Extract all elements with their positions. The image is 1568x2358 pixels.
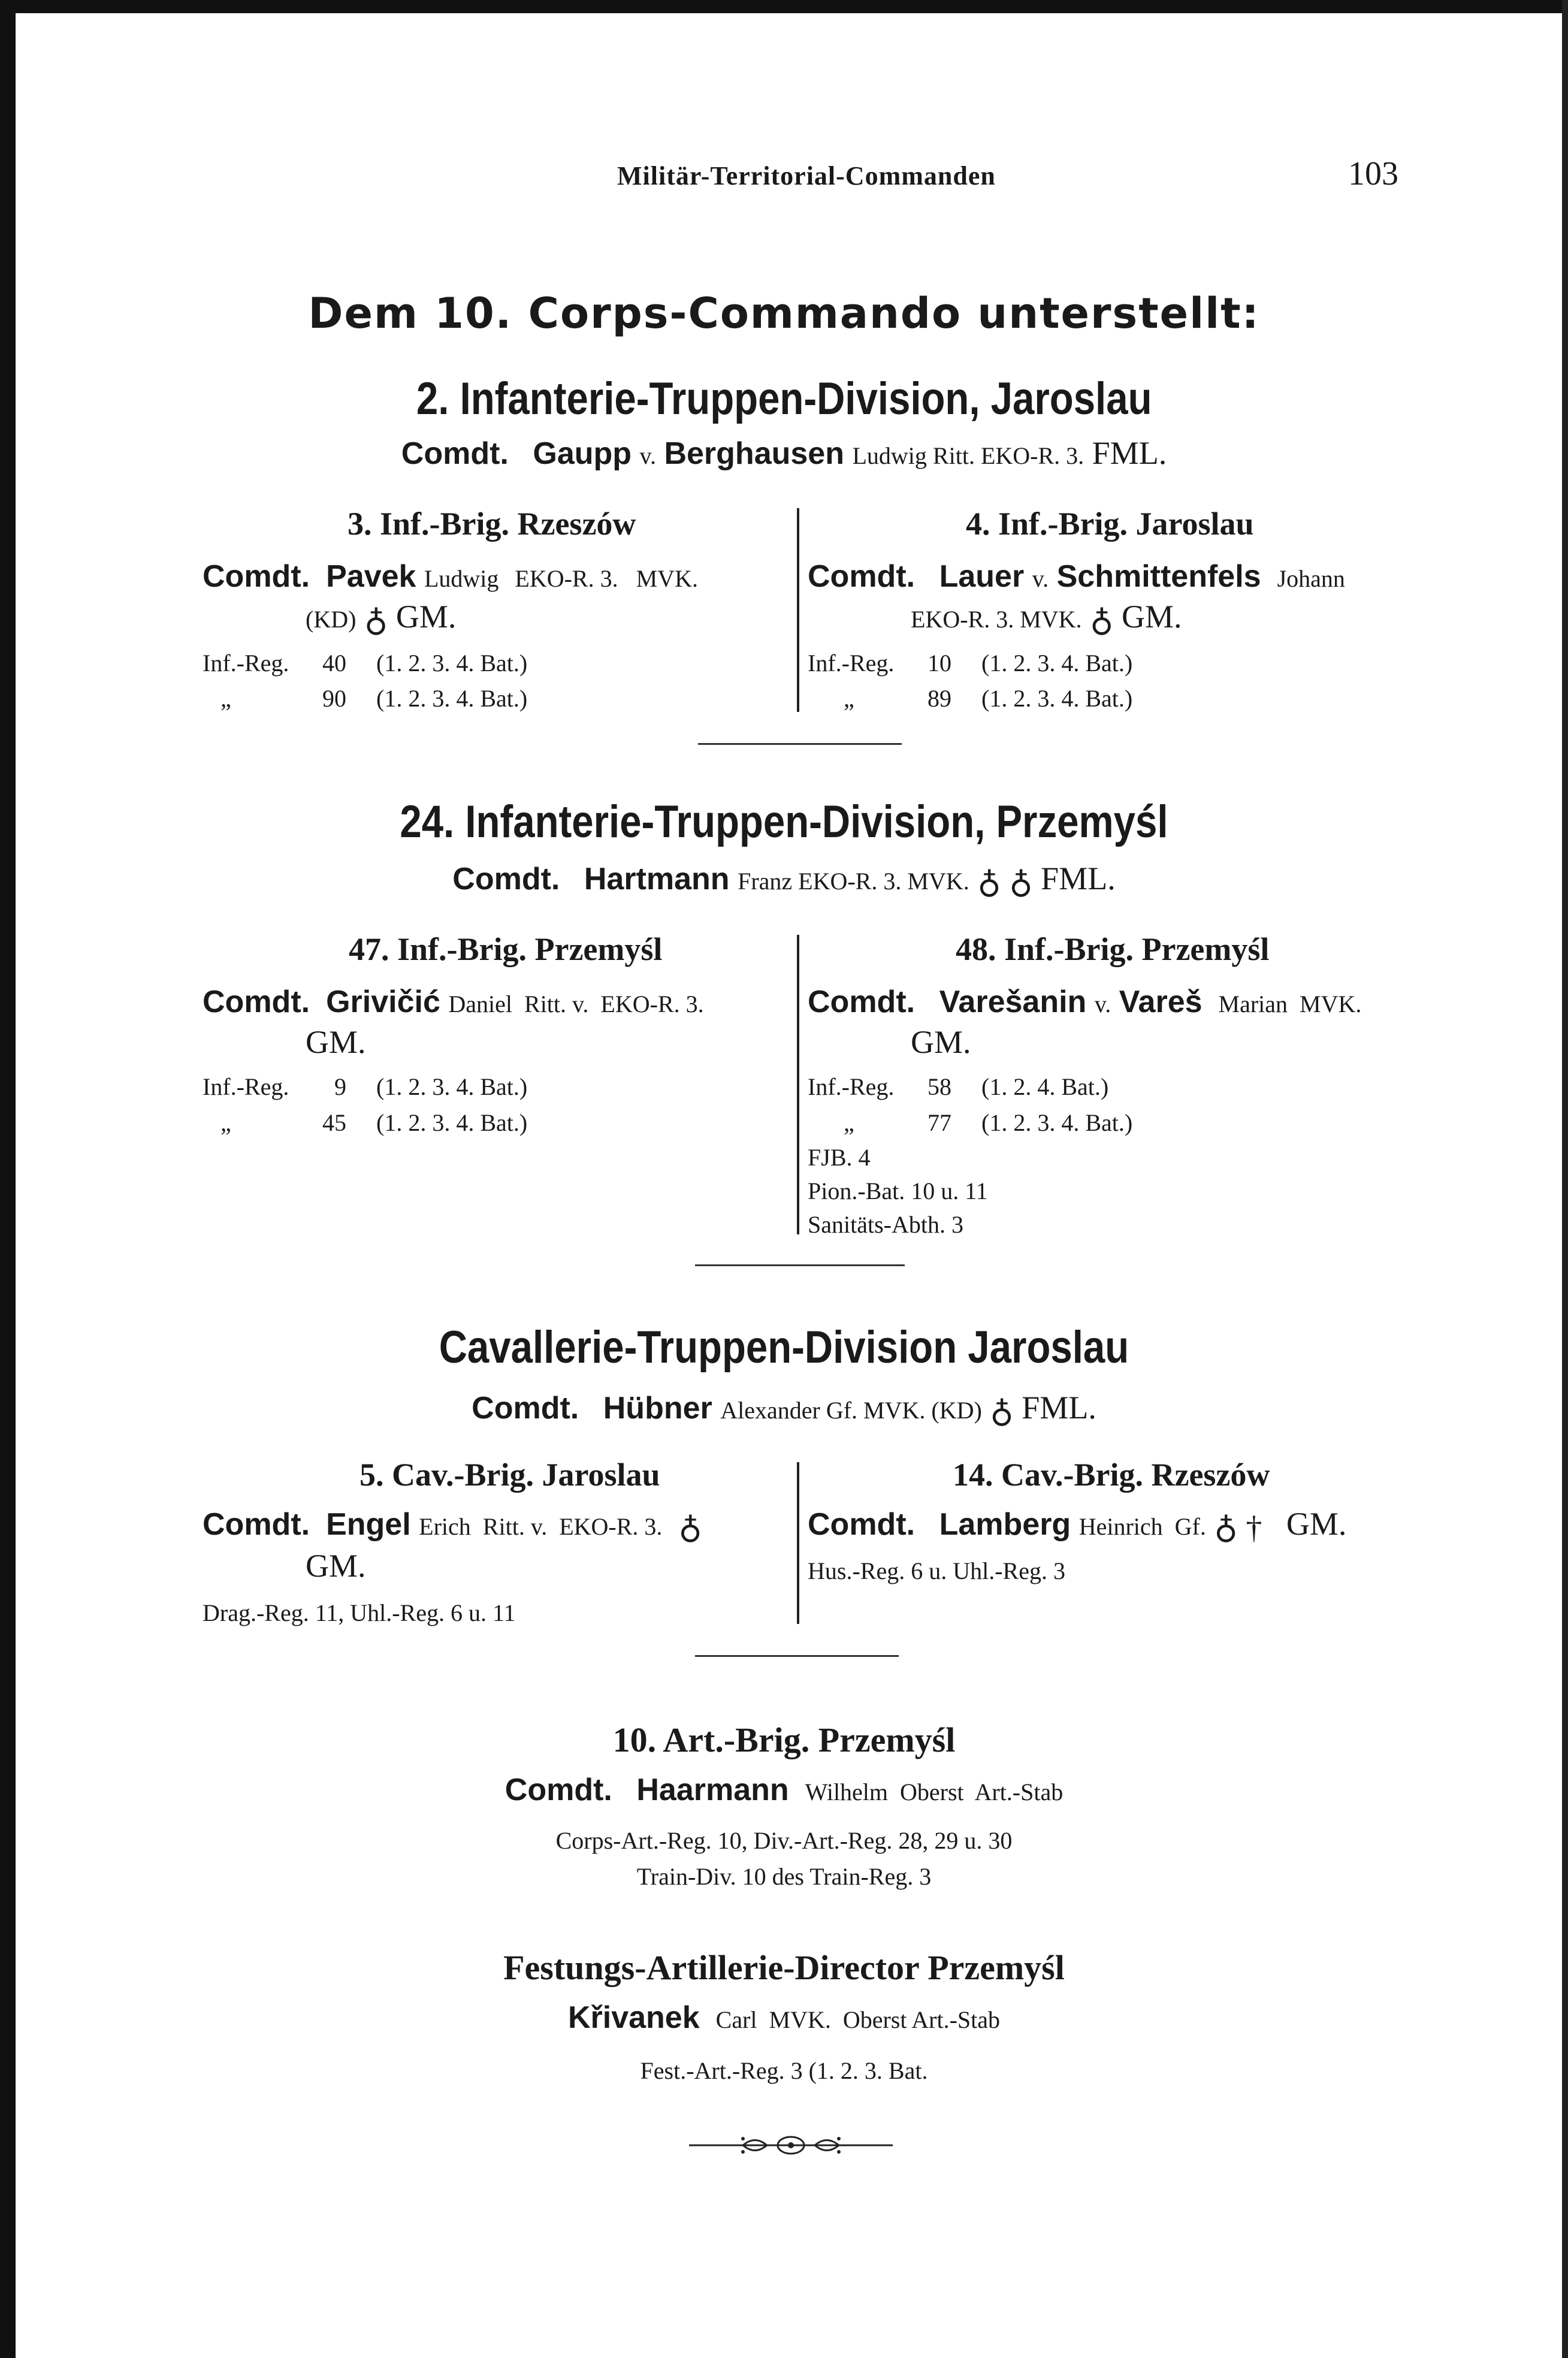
div24-comdt-name: Hartmann	[584, 862, 730, 896]
brig48-extra-unit: Pion.-Bat. 10 u. 11	[808, 1178, 988, 1204]
brig48-comdt-label: Comdt.	[808, 985, 916, 1019]
unit-type: „	[220, 1109, 231, 1136]
fest-units: Fest.-Art.-Reg. 3 (1. 2. 3. Bat.	[640, 2057, 928, 2084]
page-number: 103	[1348, 155, 1398, 192]
brig3-rank: GM.	[395, 599, 457, 635]
brig48-extra-unit: FJB. 4	[808, 1144, 871, 1171]
div2-comdt-name2: Berghausen	[664, 436, 844, 471]
brig4-unit-row	[808, 649, 1132, 677]
order-cross-icon: ♁	[678, 1509, 702, 1545]
unit-battalions: (1. 2. 3. 4. Bat.)	[981, 1109, 1133, 1136]
div2-comdt-given: Ludwig Ritt. EKO-R. 3.	[852, 442, 1084, 469]
page-border-top	[0, 0, 1568, 13]
unit-battalions: (1. 2. 4. Bat.)	[981, 1073, 1109, 1100]
unit-battalions: (1. 2. 3. 4. Bat.)	[376, 1073, 528, 1100]
brig48-rank: GM.	[911, 1024, 971, 1060]
ornament-divider-icon	[689, 2130, 893, 2160]
div2-title: 2. Infanterie-Truppen-Division, Jaroslau	[416, 373, 1152, 424]
cav14-units: Hus.-Reg. 6 u. Uhl.-Reg. 3	[808, 1557, 1065, 1584]
cav14-comdt-label: Comdt.	[808, 1507, 916, 1542]
order-cross-icon: ♁	[1214, 1509, 1238, 1545]
unit-type: „	[844, 1109, 854, 1136]
unit-type: Inf.-Reg.	[203, 1073, 289, 1100]
order-cross-icon: ♁	[364, 602, 388, 638]
cav14-title: 14. Cav.-Brig. Rzeszów	[953, 1457, 1270, 1493]
div24-comdt-label: Comdt.	[452, 862, 560, 896]
brig48-comdt-particle: v.	[1094, 991, 1111, 1018]
div24-column-divider	[797, 935, 799, 1234]
brig3-comdt-given: Ludwig	[424, 565, 499, 592]
cav-title: Cavallerie-Truppen-Division Jaroslau	[439, 1322, 1129, 1373]
order-cross-icon: ♁	[1009, 864, 1033, 900]
cross-icon: †	[1246, 1509, 1262, 1545]
brig3-comdt	[203, 557, 698, 594]
cav14-comdt	[808, 1505, 1346, 1544]
order-cross-icon: ♁	[977, 864, 1001, 900]
brig48-extra-unit: Sanitäts-Abth. 3	[808, 1211, 963, 1238]
div2-comdt	[0, 434, 1568, 472]
brig3-unit-row	[203, 684, 527, 712]
div2-comdt-label: Comdt.	[401, 436, 509, 471]
cav14-rank: GM.	[1286, 1506, 1347, 1542]
art-comdt-name: Haarmann	[636, 1773, 789, 1807]
unit-number: 77	[927, 1109, 951, 1136]
cav14-comdt-name: Lamberg	[939, 1507, 1071, 1542]
brig3-title: 3. Inf.-Brig. Rzeszów	[348, 506, 636, 542]
brig4-comdt-particle: v.	[1032, 565, 1049, 592]
section-separator	[698, 743, 902, 745]
unit-number: 89	[927, 685, 951, 712]
brig48-comdt-name2: Vareš	[1119, 985, 1203, 1019]
brig48-comdt-name: Varešanin	[939, 985, 1087, 1019]
cav5-comdt-name: Engel	[326, 1507, 411, 1542]
cav-comdt	[0, 1389, 1568, 1427]
brig4-comdt-given: Johann	[1277, 565, 1345, 592]
brig4-comdt	[808, 557, 1345, 594]
brig4-rank: GM.	[1122, 599, 1182, 635]
brig3-unit-row	[203, 649, 527, 677]
unit-battalions: (1. 2. 3. 4. Bat.)	[981, 685, 1133, 712]
brig3-comdt-label: Comdt.	[203, 559, 310, 594]
cav5-units: Drag.-Reg. 11, Uhl.-Reg. 6 u. 11	[203, 1599, 516, 1626]
fest-comdt-given: Carl MVK. Oberst Art.-Stab	[715, 2006, 1001, 2033]
art-units-line1: Corps-Art.-Reg. 10, Div.-Art.-Reg. 28, 29 u. 30	[555, 1827, 1013, 1854]
div2-column-divider	[797, 508, 799, 712]
art-comdt-given: Wilhelm Oberst Art.-Stab	[805, 1779, 1064, 1806]
unit-type: „	[844, 685, 854, 712]
main-heading: Dem 10. Corps-Commando unterstellt:	[308, 289, 1260, 338]
brig4-comdt-name: Lauer	[939, 559, 1025, 594]
div2-title-row	[0, 373, 1568, 425]
order-cross-icon: ♁	[990, 1393, 1014, 1429]
cav-comdt-rank: FML.	[1022, 1390, 1096, 1426]
unit-type: Inf.-Reg.	[203, 650, 289, 677]
unit-number: 40	[322, 650, 346, 677]
div2-comdt-name: Gaupp	[533, 436, 632, 471]
div24-title: 24. Infanterie-Truppen-Division, Przemyśl	[400, 796, 1168, 847]
brig47-comdt-label: Comdt.	[203, 985, 310, 1019]
art-comdt	[0, 1771, 1568, 1808]
brig3-comdt-decor: EKO-R. 3. MVK.	[515, 565, 698, 592]
brig47-unit-row	[203, 1109, 527, 1137]
unit-number: 90	[322, 685, 346, 712]
brig47-comdt-name: Grivičić	[326, 985, 440, 1019]
brig47-comdt-given: Daniel Ritt. v. EKO-R. 3.	[448, 991, 704, 1018]
cav5-rank: GM.	[306, 1548, 366, 1584]
unit-battalions: (1. 2. 3. 4. Bat.)	[981, 650, 1133, 677]
unit-type: „	[220, 685, 231, 712]
cav-comdt-name: Hübner	[603, 1391, 712, 1426]
brig47-comdt	[203, 983, 704, 1020]
fest-comdt	[0, 1998, 1568, 2036]
brig4-title: 4. Inf.-Brig. Jaroslau	[966, 506, 1254, 542]
art-title: 10. Art.-Brig. Przemyśl	[612, 1720, 956, 1759]
unit-number: 10	[927, 650, 951, 677]
div24-comdt	[0, 860, 1568, 898]
brig3-comdt-name: Pavek	[326, 559, 416, 594]
unit-type: Inf.-Reg.	[808, 650, 895, 677]
section-separator	[695, 1655, 899, 1657]
div2-comdt-particle: v.	[639, 442, 656, 469]
brig4-decor: EKO-R. 3. MVK.	[911, 606, 1082, 633]
art-units-line2: Train-Div. 10 des Train-Reg. 3	[636, 1863, 932, 1890]
div24-comdt-given: Franz EKO-R. 3. MVK.	[738, 868, 969, 895]
fest-title: Festungs-Artillerie-Director Przemyśl	[503, 1948, 1065, 1987]
brig4-unit-row	[808, 684, 1132, 712]
running-head: Militär-Territorial-Commanden	[617, 161, 996, 191]
unit-number: 45	[322, 1109, 346, 1136]
cav-comdt-given: Alexander Gf. MVK. (KD)	[720, 1397, 982, 1424]
cav5-comdt-given: Erich Ritt. v. EKO-R. 3.	[419, 1513, 663, 1540]
brig48-comdt-given: Marian MVK.	[1218, 991, 1362, 1018]
unit-number: 58	[927, 1073, 951, 1100]
unit-battalions: (1. 2. 3. 4. Bat.)	[376, 650, 528, 677]
brig4-comdt-line2	[911, 598, 1182, 636]
brig48-title: 48. Inf.-Brig. Przemyśl	[956, 931, 1270, 967]
cav-title-row	[0, 1321, 1568, 1373]
div24-title-row	[0, 796, 1568, 848]
brig4-comdt-label: Comdt.	[808, 559, 916, 594]
brig47-unit-row	[203, 1073, 527, 1101]
cav-column-divider	[797, 1462, 799, 1624]
brig48-unit-row	[808, 1073, 1108, 1101]
unit-type: Inf.-Reg.	[808, 1073, 895, 1100]
unit-battalions: (1. 2. 3. 4. Bat.)	[376, 685, 528, 712]
unit-battalions: (1. 2. 3. 4. Bat.)	[376, 1109, 528, 1136]
unit-number: 9	[334, 1073, 346, 1100]
brig47-rank: GM.	[306, 1024, 366, 1060]
cav5-title: 5. Cav.-Brig. Jaroslau	[359, 1457, 660, 1493]
brig3-comdt-line2	[306, 598, 456, 636]
fest-comdt-name: Křivanek	[567, 2000, 700, 2035]
brig48-unit-row	[808, 1109, 1132, 1137]
brig48-comdt	[808, 983, 1361, 1020]
section-separator	[695, 1264, 905, 1266]
cav5-comdt-label: Comdt.	[203, 1507, 310, 1542]
brig47-title: 47. Inf.-Brig. Przemyśl	[349, 931, 663, 967]
cav5-comdt	[203, 1505, 702, 1544]
div24-comdt-rank: FML.	[1041, 861, 1116, 896]
brig3-kd: (KD)	[306, 606, 356, 633]
art-comdt-label: Comdt.	[504, 1773, 612, 1807]
cav14-comdt-given: Heinrich Gf.	[1078, 1513, 1206, 1540]
div2-comdt-rank: FML.	[1092, 435, 1167, 471]
brig4-comdt-name2: Schmittenfels	[1056, 559, 1261, 594]
cav-comdt-label: Comdt.	[472, 1391, 579, 1426]
order-cross-icon: ♁	[1090, 602, 1114, 638]
